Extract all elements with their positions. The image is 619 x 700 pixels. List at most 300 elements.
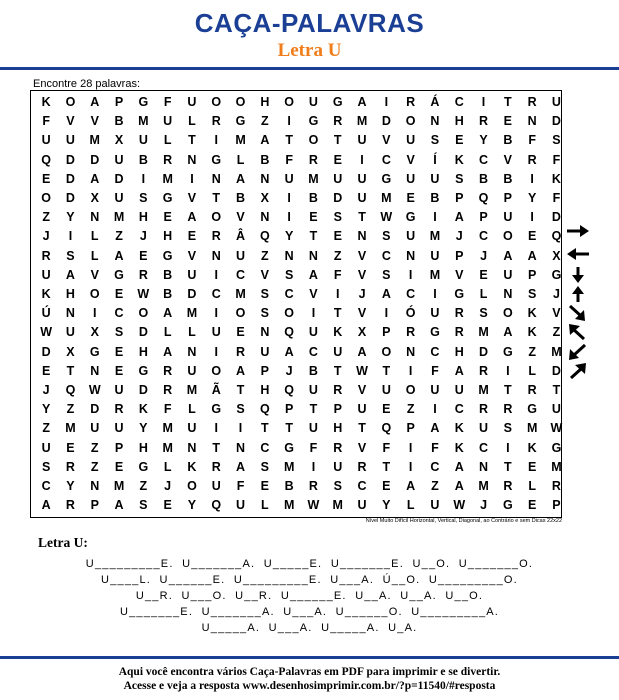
grid-letter: V [382,133,391,148]
arrow-down-left-icon [565,343,591,361]
grid-row [31,323,563,342]
grid-letter: I [311,306,316,321]
grid-letter: B [308,191,318,205]
grid-letter: F [285,152,293,167]
grid-letter: U [187,421,197,436]
grid-row [31,304,563,323]
grid-letter: R [527,152,537,167]
grid-letter: A [90,171,100,186]
grid-letter: K [527,440,537,455]
grid-letter: M [381,191,392,205]
grid-letter: R [454,306,464,321]
grid-letter: P [333,402,342,417]
hint-line: U_________E. U_______A. U_____E. U_______E. U__O. U_______O. [85,558,534,570]
grid-letter: E [163,498,172,513]
grid-letter: U [138,133,148,148]
grid-letter: C [381,248,391,263]
grid-letter: E [163,210,172,225]
grid-letter: N [357,229,367,244]
grid-row [31,227,563,246]
grid-letter: A [236,363,246,378]
grid-letter: G [114,267,124,282]
grid-letter: R [65,498,75,513]
grid-letter: U [260,344,270,359]
grid-row [31,381,563,400]
footer-line-2: Acesse e veja a resposta www.desenhosimprimir.com.br/?p=11540/#resposta [123,680,496,692]
grid-letter: K [187,459,197,474]
grid-letter: V [455,267,464,282]
grid-letter: Y [187,498,197,513]
grid-letter: C [260,440,270,455]
grid-letter: Z [333,248,342,263]
grid-letter: U [333,171,343,186]
grid-letter: S [66,248,75,263]
grid-letter: Q [381,421,392,436]
grid-letter: X [90,325,99,340]
grid-letter: I [408,363,413,378]
grid-letter: W [453,498,466,513]
grid-letter: G [551,440,562,455]
grid-letter: R [333,383,343,397]
grid-letter: P [455,248,464,263]
grid-letter: Ú [41,306,51,321]
grid-letter: C [357,479,367,493]
grid-letter: I [93,306,97,321]
grid-letter: H [138,210,148,225]
grid-letter: D [381,114,391,129]
grid-letter: S [430,133,440,148]
grid-letter: A [357,95,367,109]
grid-letter: W [550,421,563,436]
word-search-grid [30,90,562,518]
grid-letter: H [454,344,464,359]
grid-letter: C [211,287,221,301]
grid-letter: H [65,287,75,301]
grid-letter: N [236,440,246,455]
grid-letter: U [333,459,343,474]
grid-letter: U [430,248,440,263]
grid-letter: U [479,421,489,436]
grid-letter: C [284,287,294,301]
grid-letter: T [333,306,342,321]
grid-letter: T [212,191,221,205]
grid-letter: A [503,325,513,340]
grid-letter: Y [139,421,148,436]
grid-letter: M [478,325,489,340]
grid-letter: E [114,287,124,301]
grid-letter: Q [284,383,295,397]
grid-letter: Z [66,402,75,417]
grid-letter: G [405,210,416,225]
grid-letter: Ó [405,306,416,321]
grid-letter: M [429,267,441,282]
grid-letter: Y [382,498,391,513]
grid-letter: I [214,421,218,436]
grid-letter: T [309,229,318,244]
grid-letter: U [357,171,367,186]
grid-letter: A [236,459,246,474]
grid-row [31,208,563,227]
grid-letter: Z [42,210,50,225]
grid-letter: E [527,498,537,513]
grid-letter: U [114,152,124,167]
grid-letter: A [260,133,270,148]
grid-letter: O [405,383,416,397]
grid-letter: M [308,171,319,186]
grid-letter: L [163,133,172,148]
grid-letter: C [308,344,318,359]
arrow-left-icon [565,245,591,263]
grid-letter: V [357,248,367,263]
grid-letter: R [211,114,221,129]
grid-row [31,285,563,304]
arrow-down-right-icon [565,304,591,322]
grid-letter: U [284,171,294,186]
grid-letter: E [66,440,75,455]
grid-letter: I [214,133,218,148]
grid-letter: X [357,325,367,340]
grid-letter: U [551,402,561,417]
grid-letter: U [308,95,318,109]
grid-row [31,266,563,285]
grid-letter: E [41,171,51,186]
grid-letter: U [357,133,367,148]
grid-letter: V [187,191,197,205]
grid-letter: H [260,95,270,109]
grid-letter: B [479,171,489,186]
grid-letter: N [187,344,197,359]
grid-letter: U [211,325,221,340]
grid-letter: C [114,306,124,321]
grid-letter: A [454,479,464,493]
grid-letter: Z [90,440,99,455]
grid-letter: E [527,229,537,244]
grid-letter: U [333,344,343,359]
grid-letter: S [382,267,391,282]
grid-letter: F [163,402,172,417]
grid-letter: G [89,344,100,359]
grid-letter: O [235,95,246,109]
grid-letter: O [187,479,197,493]
grid-letter: S [552,133,561,148]
grid-letter: O [138,306,149,321]
grid-letter: D [551,114,561,129]
grid-letter: I [287,114,291,129]
grid-letter: X [114,133,124,148]
grid-letter: R [163,363,173,378]
grid-letter: C [454,95,464,109]
grid-letter: Q [65,383,76,397]
grid-letter: Z [431,479,439,493]
grid-letter: R [211,459,221,474]
grid-letter: S [382,229,391,244]
hint-line: U_______E. U_______A. U___A. U______O. U_________A. [119,606,500,618]
grid-letter: G [162,191,173,205]
grid-letter: R [527,95,537,109]
grid-letter: K [527,325,537,340]
grid-letter: L [528,479,536,493]
grid-letter: R [163,383,173,397]
grid-row [31,170,563,189]
grid-letter: O [65,95,76,109]
grid-letter: I [506,363,510,378]
grid-letter: T [552,383,561,397]
grid-letter: K [41,95,51,109]
grid-letter: U [114,421,124,436]
grid-letter: A [284,344,294,359]
grid-letter: N [430,114,440,129]
grid-letter: R [406,325,416,340]
grid-letter: D [65,191,75,205]
grid-letter: U [114,191,124,205]
grid-letter: M [162,171,173,186]
grid-letter: U [503,267,513,282]
grid-letter: Z [528,344,536,359]
grid-letter: V [90,267,99,282]
grid-letter: S [455,171,464,186]
grid-letter: Q [259,229,270,244]
grid-letter: U [503,210,513,225]
grid-letter: G [211,402,222,417]
grid-letter: N [90,363,100,378]
grid-letter: G [502,344,513,359]
grid-letter: Z [261,114,269,129]
grid-letter: N [90,479,100,493]
grid-letter: D [333,191,343,205]
grid-letter: U [454,383,464,397]
grid-letter: O [502,229,513,244]
grid-letter: L [261,498,269,513]
grid-letter: T [358,210,366,225]
grid-letter: V [90,114,99,129]
grid-letter: R [551,479,561,493]
grid-letter: E [503,114,512,129]
grid-letter: E [187,229,197,244]
grid-letter: A [357,344,367,359]
grid-letter: T [504,383,512,397]
grid-letter: T [66,363,75,378]
grid-row [31,189,563,208]
grid-letter: T [504,459,512,474]
grid-letter: G [430,325,440,340]
grid-letter: R [333,114,343,129]
grid-letter: N [503,287,513,301]
grid-letter: W [380,210,393,225]
grid-letter: U [430,171,440,186]
grid-letter: U [430,383,440,397]
grid-letter: T [382,363,391,378]
grid-letter: S [284,267,294,282]
grid-letter: U [187,95,197,109]
grid-letter: M [162,440,173,455]
grid-letter: N [260,171,270,186]
grid-letter: Z [406,402,415,417]
grid-letter: A [114,498,124,513]
grid-letter: P [455,191,464,205]
grid-letter: E [260,479,269,493]
grid-letter: D [479,344,489,359]
grid-letter: R [211,229,221,244]
grid-letter: P [527,267,537,282]
grid-letter: M [526,421,538,436]
grid-letter: T [261,421,269,436]
grid-letter: W [356,363,368,378]
grid-letter: S [260,459,269,474]
grid-letter: F [431,440,439,455]
grid-letter: T [285,421,293,436]
grid-letter: W [307,498,320,513]
grid-letter: N [406,344,416,359]
grid-letter: E [527,459,537,474]
grid-letter: S [260,287,269,301]
grid-letter: U [357,191,367,205]
grid-letter: I [433,402,437,417]
grid-letter: I [311,459,316,474]
grid-letter: S [41,459,51,474]
grid-letter: G [235,114,246,129]
grid-letter: C [430,344,440,359]
grid-row [31,439,563,458]
grid-letter: H [454,114,464,129]
grid-letter: U [65,325,75,340]
grid-letter: U [308,383,318,397]
grid-letter: A [430,421,440,436]
grid-letter: Y [41,402,51,417]
grid-letter: N [187,152,197,167]
grid-letter: J [480,498,488,513]
grid-letter: I [190,171,194,186]
grid-letter: T [309,402,318,417]
grid-letter: J [164,479,172,493]
grid-letter: D [90,402,100,417]
grid-letter: A [65,267,75,282]
grid-letter: D [138,383,148,397]
grid-letter: S [236,402,245,417]
grid-letter: C [479,152,489,167]
grid-letter: A [406,479,416,493]
grid-letter: U [41,440,51,455]
grid-letter: L [528,363,536,378]
grid-letter: U [406,171,416,186]
grid-letter: R [479,402,489,417]
grid-letter: L [406,498,415,513]
grid-letter: E [41,363,51,378]
grid-letter: W [88,383,101,397]
grid-letter: M [89,133,100,148]
grid-letter: L [236,152,245,167]
grid-letter: V [357,306,367,321]
grid-letter: G [284,440,295,455]
grid-letter: Q [259,402,270,417]
grid-letter: R [333,440,343,455]
grid-letter: G [332,95,343,109]
grid-letter: C [41,479,51,493]
grid-letter: U [163,114,173,129]
hints-label: Letra U: [38,535,88,550]
grid-letter: M [113,210,125,225]
grid-row [31,400,563,419]
grid-letter: O [211,363,222,378]
grid-letter: P [114,440,124,455]
grid-letter: O [211,95,222,109]
grid-letter: B [284,479,294,493]
grid-letter: U [430,498,440,513]
grid-letter: E [114,363,124,378]
grid-letter: N [406,248,416,263]
grid-letter: T [333,133,342,148]
grid-letter: A [381,287,391,301]
grid-letter: R [138,267,148,282]
grid-letter: B [308,363,318,378]
grid-letter: M [65,421,76,436]
grid-row [31,477,563,496]
grid-letter: F [552,191,561,205]
grid-letter: Z [115,229,123,244]
grid-letter: S [114,325,124,340]
grid-letter: N [187,440,197,455]
grid-letter: F [552,152,561,167]
grid-letter: U [406,133,416,148]
grid-letter: B [138,152,148,167]
grid-letter: E [382,402,391,417]
grid-letter: M [478,383,489,397]
grid-letter: M [283,498,295,513]
grid-letter: F [42,114,50,129]
arrow-down-icon [565,266,591,284]
grid-letter: G [381,171,392,186]
grid-letter: T [236,383,245,397]
page-subtitle: Letra U [277,40,342,61]
grid-letter: P [260,363,269,378]
grid-letter: U [41,267,51,282]
grid-letter: S [479,306,488,321]
grid-letter: Z [139,479,148,493]
grid-letter: T [358,421,366,436]
grid-letter: A [236,171,246,186]
grid-letter: W [40,325,53,340]
bottom-divider [0,656,619,659]
grid-letter: O [502,306,513,321]
arrow-up-left-icon [565,323,591,341]
grid-letter: I [141,171,146,186]
grid-letter: U [236,248,246,263]
grid-letter: Y [479,133,488,148]
grid-letter: V [406,152,415,167]
grid-letter: Y [284,229,294,244]
grid-row [31,131,563,150]
grid-letter: R [114,402,124,417]
grid-letter: V [187,248,197,263]
grid-letter: Á [430,95,440,109]
hint-line: U_____A. U___A. U_____A. U_A. [201,622,418,634]
grid-letter: S [139,498,148,513]
grid-letter: N [260,210,270,225]
grid-letter: B [430,191,440,205]
grid-letter: L [163,459,172,474]
grid-letter: Z [261,248,269,263]
grid-letter: R [503,402,513,417]
grid-letter: J [139,229,147,244]
grid-letter: C [430,459,440,474]
grid-letter: G [527,402,538,417]
grid-letter: S [333,210,342,225]
grid-letter: A [454,459,464,474]
grid-letter: U [357,402,367,417]
grid-letter: H [163,229,173,244]
grid-row [31,151,563,170]
grid-letter: A [41,498,51,513]
grid-letter: O [211,210,222,225]
